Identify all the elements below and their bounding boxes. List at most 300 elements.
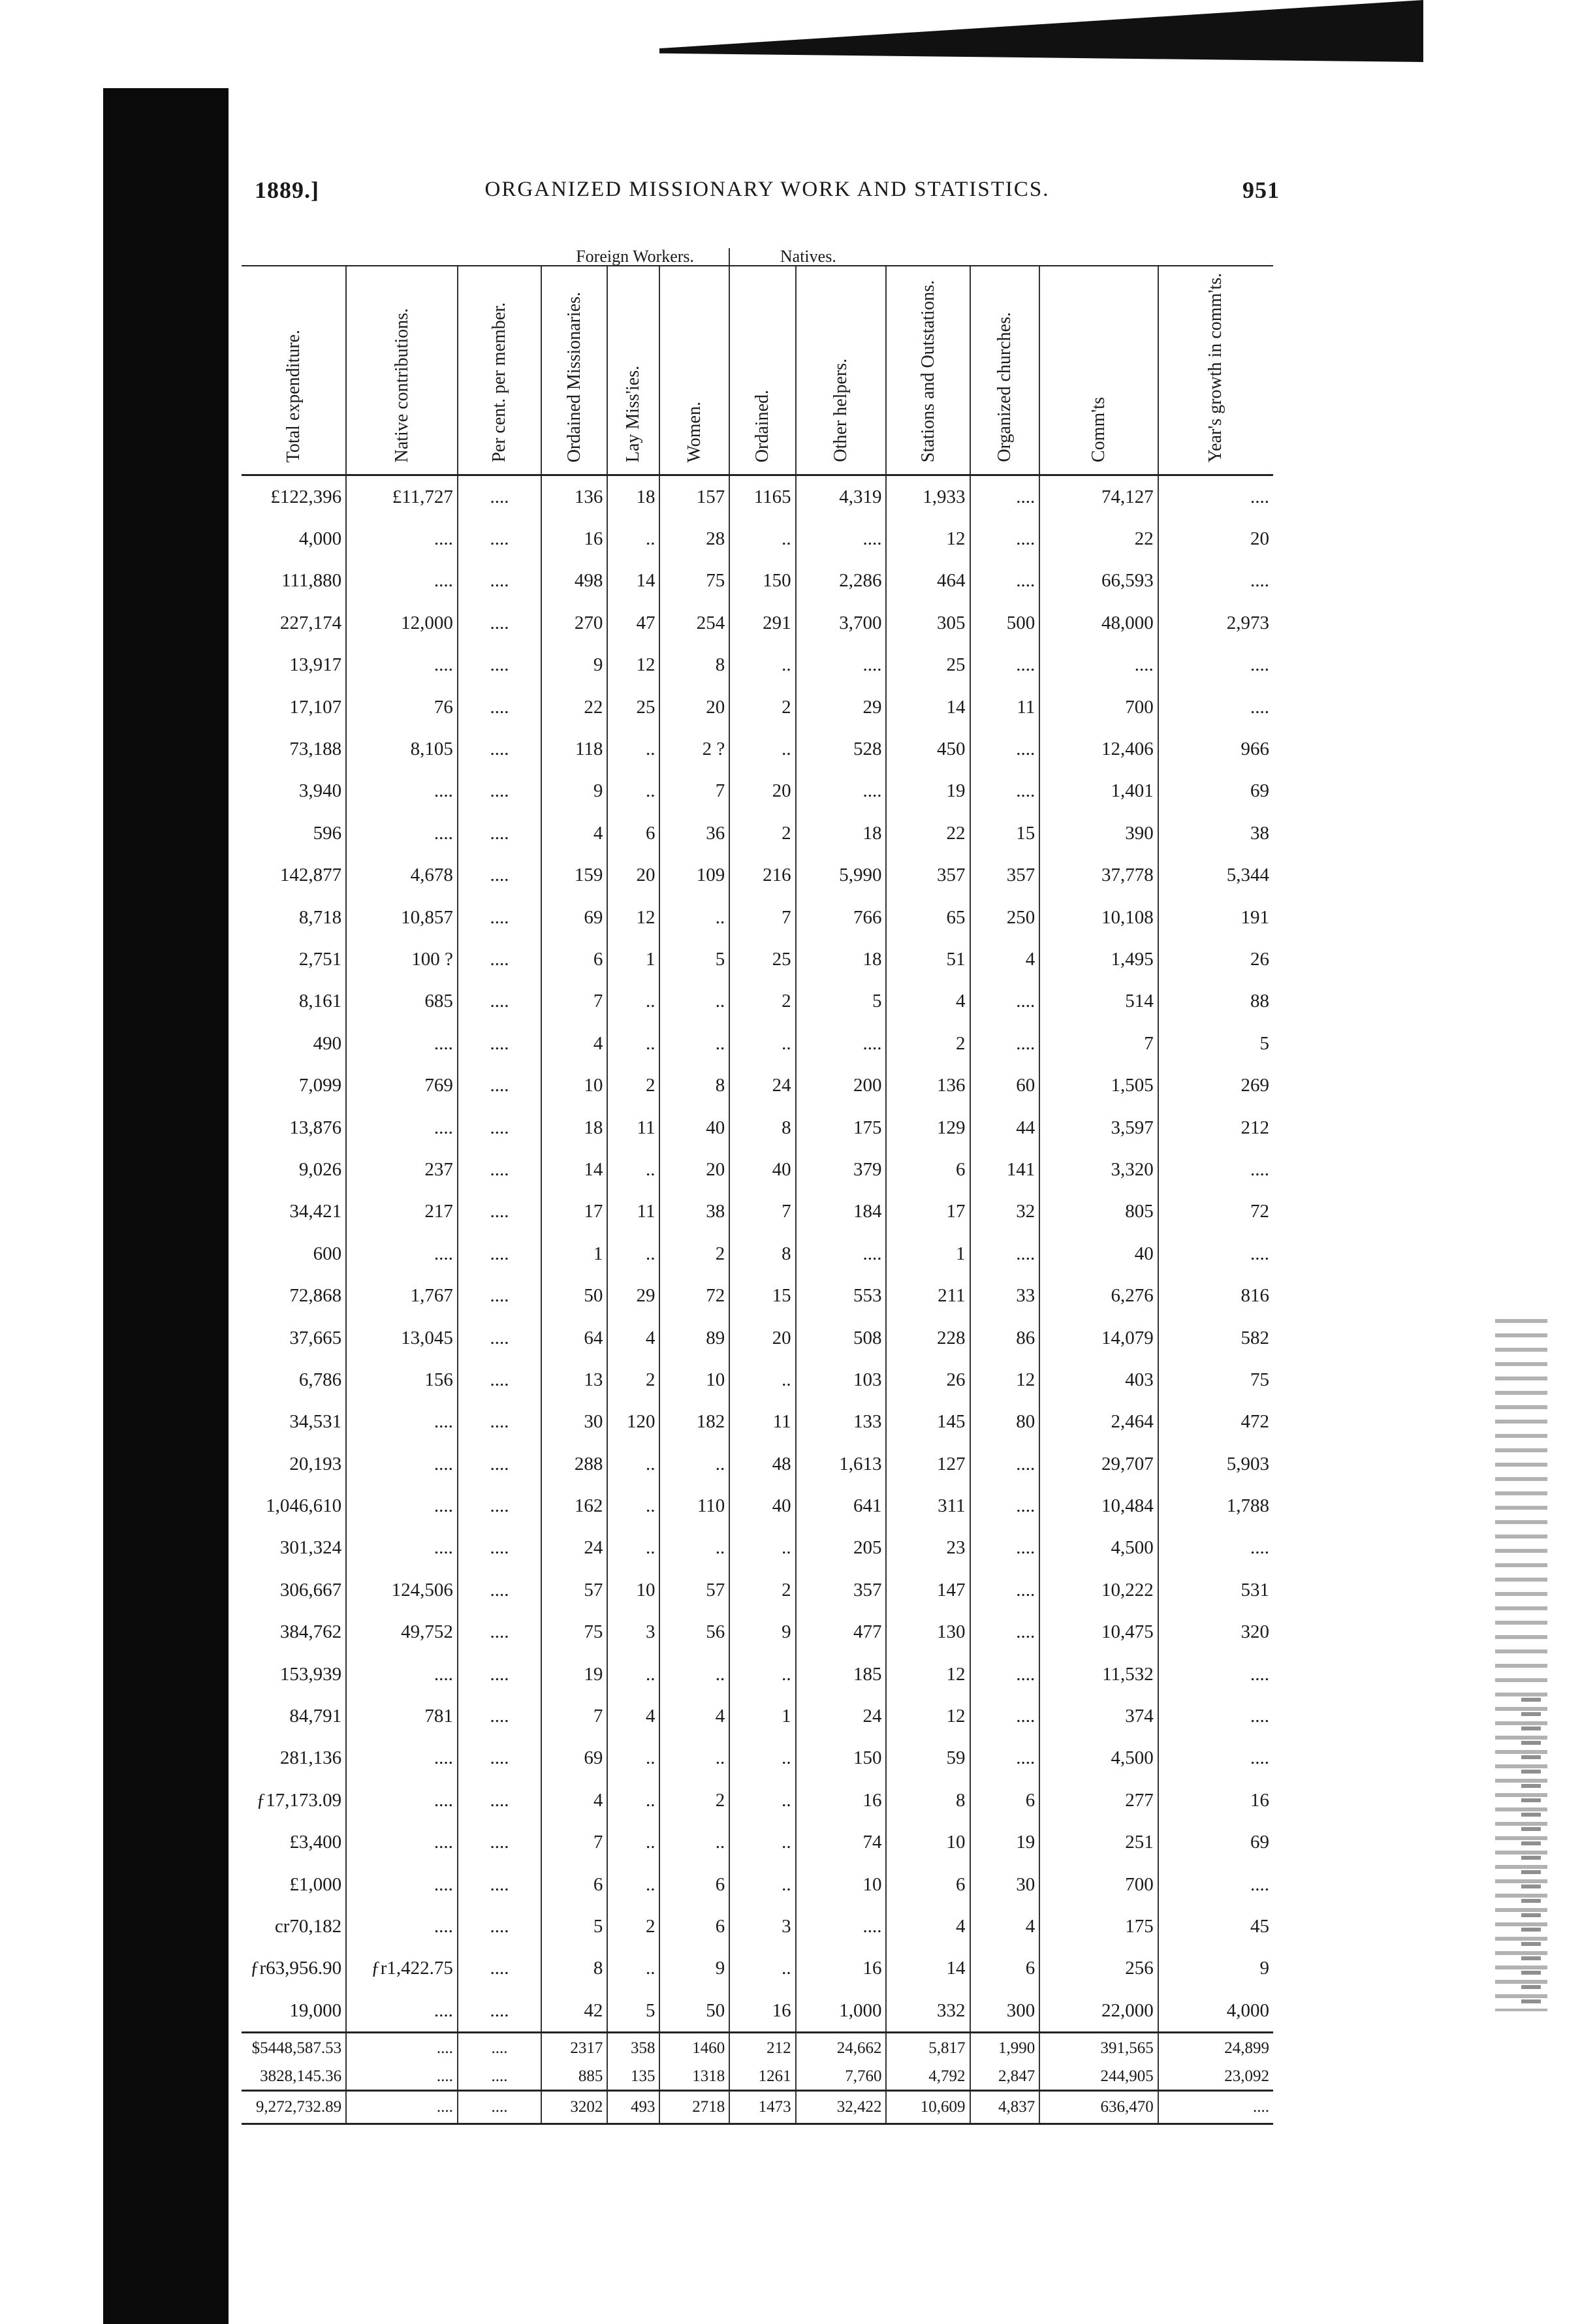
table-cell: .. [607,1653,659,1695]
table-cell: 24 [796,1695,887,1737]
table-cell: 16 [729,1990,795,2033]
table-row [242,981,1273,1023]
table-cell: 805 [1039,1191,1158,1233]
table-cell: 816 [1240,1285,1269,1307]
table-cell: .... [970,475,1040,518]
table-cell: 50 [659,1990,729,2033]
table-cell: 57 [659,1569,729,1611]
table-row [242,1822,1273,1864]
table-cell: .... [970,645,1040,686]
column-header-row [242,266,1273,475]
table-cell: 18 [796,812,887,854]
table-cell: 1,000 [796,1990,887,2033]
table-cell: 379 [796,1149,887,1190]
grand-total-row [242,2091,1273,2124]
table-cell: 17 [886,1191,970,1233]
table-cell: 17 [541,1191,607,1233]
table-cell: 200 [796,1064,887,1106]
table-cell: 75 [541,1612,607,1653]
table-cell: .... [970,1485,1040,1527]
table-cell: 25 [607,686,659,728]
table-cell: 73,188 [242,728,346,770]
table-cell: 12 [886,518,970,560]
table-cell: .... [458,1653,541,1695]
page-number: 951 [1242,177,1280,203]
table-cell: 2 [886,1023,970,1064]
table-cell: 8 [729,1233,795,1275]
table-cell: .... [458,1443,541,1485]
table-cell: 12,406 [1039,728,1158,770]
table-cell: .... [970,1443,1040,1485]
table-cell: ƒr63,956.90 [242,1948,346,1990]
table-cell: 20 [1250,528,1269,550]
table-cell: 5,344 [1226,865,1269,886]
page-title: ORGANIZED MISSIONARY WORK AND STATISTICS. [484,178,1050,201]
table-cell: 4 [541,1023,607,1064]
table-cell: 306,667 [242,1569,346,1611]
table-cell: 1,788 [1226,1495,1269,1517]
table-cell: 553 [796,1275,887,1316]
table-cell: 100 ? [346,938,458,980]
table-cell: 4 [886,1905,970,1947]
table-row [242,686,1273,728]
table-cell: .... [458,602,541,644]
col-header: Stations and Outstations. [886,266,970,475]
table-cell: 357 [796,1569,887,1611]
table-cell: .... [970,728,1040,770]
table-cell: 20 [729,1317,795,1359]
table-cell: 136 [541,475,607,518]
table-cell: 16 [1250,1789,1269,1811]
table-cell: 498 [541,560,607,602]
table-cell: .... [458,1485,541,1527]
table-cell: 1318 [659,2063,729,2091]
table-cell: 1,933 [886,475,970,518]
table-cell: .. [729,728,795,770]
table-cell: 4,500 [1039,1738,1158,1779]
table-cell: .. [659,981,729,1023]
table-cell: 36 [659,812,729,854]
table-cell: 1,046,610 [242,1485,346,1527]
table-cell: 3,700 [796,602,887,644]
table-cell: 89 [659,1317,729,1359]
table-cell: 175 [1039,1905,1158,1947]
table-cell: 69 [541,1738,607,1779]
table-cell: 10,609 [886,2091,970,2124]
table-cell: 2,751 [242,938,346,980]
table-cell: 12 [607,645,659,686]
table-cell: 72 [659,1275,729,1316]
table-cell: .... [970,1695,1040,1737]
table-cell: 76 [346,686,458,728]
table-cell: 109 [659,855,729,897]
table-cell: 84,791 [242,1695,346,1737]
table-cell: 150 [796,1738,887,1779]
table-cell: 6 [541,1864,607,1905]
table-cell: 10 [659,1359,729,1401]
table-cell: 69 [541,897,607,938]
table-cell: 769 [346,1064,458,1106]
table-cell: 5,990 [796,855,887,897]
table-row [242,771,1273,812]
table-cell: 2 ? [659,728,729,770]
table-cell: 47 [607,602,659,644]
table-cell: .... [458,518,541,560]
table-cell: 14,079 [1039,1317,1158,1359]
table-cell: .... [346,1653,458,1695]
table-cell: 72,868 [242,1275,346,1316]
table-cell: 374 [1039,1695,1158,1737]
col-header: Organized churches. [970,266,1040,475]
table-cell: .... [346,645,458,686]
table-cell: 118 [541,728,607,770]
table-cell: 11 [607,1191,659,1233]
table-cell: 159 [541,855,607,897]
table-cell: .... [458,1191,541,1233]
table-cell: 86 [970,1317,1040,1359]
table-cell: 464 [886,560,970,602]
table-cell: .... [458,1990,541,2033]
table-cell: 1,613 [796,1443,887,1485]
table-cell: 1,767 [346,1275,458,1316]
table-cell: 136 [886,1064,970,1106]
table-cell: 103 [796,1359,887,1401]
table-cell: 4,792 [886,2063,970,2091]
table-cell: 14 [541,1149,607,1190]
table-cell: .... [458,645,541,686]
table-cell: 19 [970,1822,1040,1864]
table-cell: .. [729,1527,795,1569]
table-row [242,645,1273,686]
table-cell: 142,877 [242,855,346,897]
table-row [242,1653,1273,1695]
table-cell: .. [607,981,659,1023]
table-cell: 135 [607,2063,659,2091]
table-cell: 251 [1039,1822,1158,1864]
table-cell: .. [607,1738,659,1779]
table-cell: 1 [886,1233,970,1275]
table-cell: .... [458,1905,541,1947]
table-cell: .. [729,1023,795,1064]
table-cell: 60 [970,1064,1040,1106]
table-row [242,518,1273,560]
table-cell: .... [458,1527,541,1569]
table-cell: 150 [729,560,795,602]
table-cell: 269 [1240,1075,1269,1096]
table-cell: .... [1250,1158,1269,1180]
table-cell: 145 [886,1401,970,1443]
table-cell: 4 [970,938,1040,980]
table-row [242,1738,1273,1779]
group-header-row [242,248,1273,266]
table-cell: 4 [541,812,607,854]
table-cell: 24,662 [796,2033,887,2064]
table-cell: 57 [541,1569,607,1611]
table-cell: 4 [659,1695,729,1737]
table-cell: 1,401 [1039,771,1158,812]
table-cell: .... [458,938,541,980]
table-cell: 24 [541,1527,607,1569]
table-cell: 110 [659,1485,729,1527]
table-cell: 8,105 [346,728,458,770]
table-cell: 228 [886,1317,970,1359]
table-cell: 75 [1250,1369,1269,1390]
statistics-table-container [242,248,1273,2116]
header-year: 1889.] [255,177,319,203]
table-cell: 185 [796,1653,887,1695]
table-cell: .... [458,2091,541,2124]
table-cell: 4,678 [346,855,458,897]
table-cell: cr70,182 [242,1905,346,1947]
table-cell: 700 [1039,1864,1158,1905]
table-cell: 40 [729,1485,795,1527]
col-header: Women. [659,266,729,475]
table-cell: 205 [796,1527,887,1569]
table-cell: £122,396 [242,475,346,518]
table-cell: 6 [541,938,607,980]
table-cell: 2 [659,1233,729,1275]
table-cell: $5448,587.53 [242,2033,346,2064]
col-header: Comm'ts [1039,266,1158,475]
scan-edge-shadow [103,88,229,2324]
table-cell: .... [970,1653,1040,1695]
table-cell: 357 [970,855,1040,897]
table-cell: .. [607,1779,659,1821]
table-row [242,560,1273,602]
table-cell: 582 [1240,1327,1269,1348]
table-cell: .... [458,855,541,897]
table-row [242,1612,1273,1653]
table-cell: .... [346,2063,458,2091]
table-cell: 30 [970,1864,1040,1905]
table-cell: .... [970,1023,1040,1064]
table-cell: ƒr1,422.75 [346,1948,458,1990]
table-cell: 636,470 [1039,2091,1158,2124]
table-cell: 26 [1250,948,1269,970]
table-cell: 7 [659,771,729,812]
table-cell: .... [458,2063,541,2091]
table-cell: 9 [541,645,607,686]
table-cell: 49,752 [346,1612,458,1653]
total-row [242,2063,1273,2091]
table-cell: .... [346,1401,458,1443]
table-cell: 3,940 [242,771,346,812]
table-cell: 111,880 [242,560,346,602]
table-cell: 9 [729,1612,795,1653]
table-cell: 700 [1039,686,1158,728]
table-cell: 2 [729,1569,795,1611]
table-cell: .... [970,771,1040,812]
table-cell: £11,727 [346,475,458,518]
table-cell: .. [607,1822,659,1864]
table-cell: 19 [541,1653,607,1695]
table-cell: 2,973 [1226,612,1269,633]
table-cell: 11 [729,1401,795,1443]
table-cell: 33 [970,1275,1040,1316]
table-row [242,1401,1273,1443]
table-cell: 217 [346,1191,458,1233]
table-row [242,938,1273,980]
table-cell: 1460 [659,2033,729,2064]
table-cell: .... [346,1107,458,1149]
table-cell: .... [458,1149,541,1190]
table-cell: 153,939 [242,1653,346,1695]
table-cell: 2 [729,686,795,728]
table-cell: .... [346,1527,458,1569]
table-cell: .... [346,1990,458,2033]
table-cell: 1165 [729,475,795,518]
table-cell: 6,786 [242,1359,346,1401]
table-cell: .. [607,1023,659,1064]
table-cell: 966 [1240,739,1269,760]
table-cell: 358 [607,2033,659,2064]
table-cell: .... [458,475,541,518]
table-cell: .. [607,1948,659,1990]
table-cell: .. [659,1023,729,1064]
table-cell: 34,531 [242,1401,346,1443]
table-cell: 38 [1250,822,1269,844]
table-cell: .. [729,1822,795,1864]
table-cell: 211 [886,1275,970,1316]
table-cell: .... [346,560,458,602]
table-cell: .... [1250,1663,1269,1685]
table-cell: 10 [796,1864,887,1905]
table-cell: 596 [242,812,346,854]
table-cell: 88 [1250,991,1269,1012]
table-cell: .. [659,1738,729,1779]
table-cell: 5 [607,1990,659,2033]
table-row [242,1948,1273,1990]
table-cell: 15 [970,812,1040,854]
table-cell: 270 [541,602,607,644]
table-cell: 9,026 [242,1149,346,1190]
table-cell: 8 [659,1064,729,1106]
table-cell: 9,272,732.89 [242,2091,346,2124]
table-cell: 3828,145.36 [242,2063,346,2091]
table-row [242,475,1273,518]
table-cell: .. [607,1864,659,1905]
col-header: Total expenditure. [242,266,346,475]
table-cell: 37,665 [242,1317,346,1359]
table-cell: .... [346,1864,458,1905]
table-cell: 5 [796,981,887,1023]
table-cell: .. [729,1948,795,1990]
col-header: Year's growth in comm'ts. [1158,266,1273,475]
table-cell: 766 [796,897,887,938]
table-cell: 1,495 [1039,938,1158,980]
table-cell: 66,593 [1039,560,1158,602]
table-cell: 514 [1039,981,1158,1023]
table-cell: .... [458,1738,541,1779]
table-row [242,1485,1273,1527]
table-cell: 8,161 [242,981,346,1023]
table-cell: 320 [1240,1621,1269,1643]
table-cell: 1261 [729,2063,795,2091]
table-cell: .. [607,1149,659,1190]
table-cell: 69 [1250,780,1269,802]
table-cell: 29,707 [1039,1443,1158,1485]
table-cell: .... [796,1905,887,1947]
table-body [242,475,1273,2124]
table-cell: .... [458,1275,541,1316]
table-cell: 13 [541,1359,607,1401]
col-header: Native contributions. [346,266,458,475]
table-cell: 80 [970,1401,1040,1443]
table-cell: 23,092 [1224,2067,1269,2086]
table-cell: 69 [1250,1832,1269,1853]
table-cell: 12 [886,1695,970,1737]
table-cell: .. [607,518,659,560]
table-cell: .... [970,1738,1040,1779]
table-cell: 9 [659,1948,729,1990]
table-cell: 14 [607,560,659,602]
table-cell: 3,320 [1039,1149,1158,1190]
table-cell: 12,000 [346,602,458,644]
table-cell: 10,108 [1039,897,1158,938]
table-cell: 74,127 [1039,475,1158,518]
table-cell: 29 [796,686,887,728]
table-cell: .... [458,1233,541,1275]
table-cell: 4,000 [1226,1999,1269,2021]
table-cell: 9 [541,771,607,812]
table-cell: 5,903 [1226,1453,1269,1474]
table-cell: .... [1250,1537,1269,1559]
table-cell: 28 [659,518,729,560]
table-cell: 48,000 [1039,602,1158,644]
table-cell: 59 [886,1738,970,1779]
table-cell: 2 [607,1064,659,1106]
table-cell: 25 [729,938,795,980]
table-cell: 250 [970,897,1040,938]
table-cell: 2,847 [970,2063,1040,2091]
table-cell: 45 [1250,1915,1269,1937]
table-cell: .. [659,897,729,938]
table-cell: .... [970,1233,1040,1275]
table-cell: .... [458,1822,541,1864]
table-row [242,1064,1273,1106]
table-cell: 7,760 [796,2063,887,2091]
table-cell: 51 [886,938,970,980]
table-cell: 175 [796,1107,887,1149]
table-cell: 18 [541,1107,607,1149]
table-cell: 29 [607,1275,659,1316]
table-cell: 20 [659,686,729,728]
table-cell: 25 [886,645,970,686]
table-cell: 14 [886,686,970,728]
table-row [242,602,1273,644]
table-cell: .... [458,1401,541,1443]
table-cell: .. [607,1527,659,1569]
table-cell: 48 [729,1443,795,1485]
table-cell: 12 [886,1653,970,1695]
table-cell: 8 [886,1779,970,1821]
table-cell: 4,500 [1039,1527,1158,1569]
table-cell: .... [458,1612,541,1653]
table-cell: 4 [886,981,970,1023]
table-cell: 37,778 [1039,855,1158,897]
table-cell: 277 [1039,1779,1158,1821]
table-cell: £1,000 [242,1864,346,1905]
table-cell: 6 [886,1864,970,1905]
table-row [242,1107,1273,1149]
table-cell: 13,876 [242,1107,346,1149]
table-cell: 291 [729,602,795,644]
table-cell: 305 [886,602,970,644]
table-row [242,1191,1273,1233]
table-cell: 1 [541,1233,607,1275]
table-cell: .. [729,1864,795,1905]
table-cell: 10 [886,1822,970,1864]
